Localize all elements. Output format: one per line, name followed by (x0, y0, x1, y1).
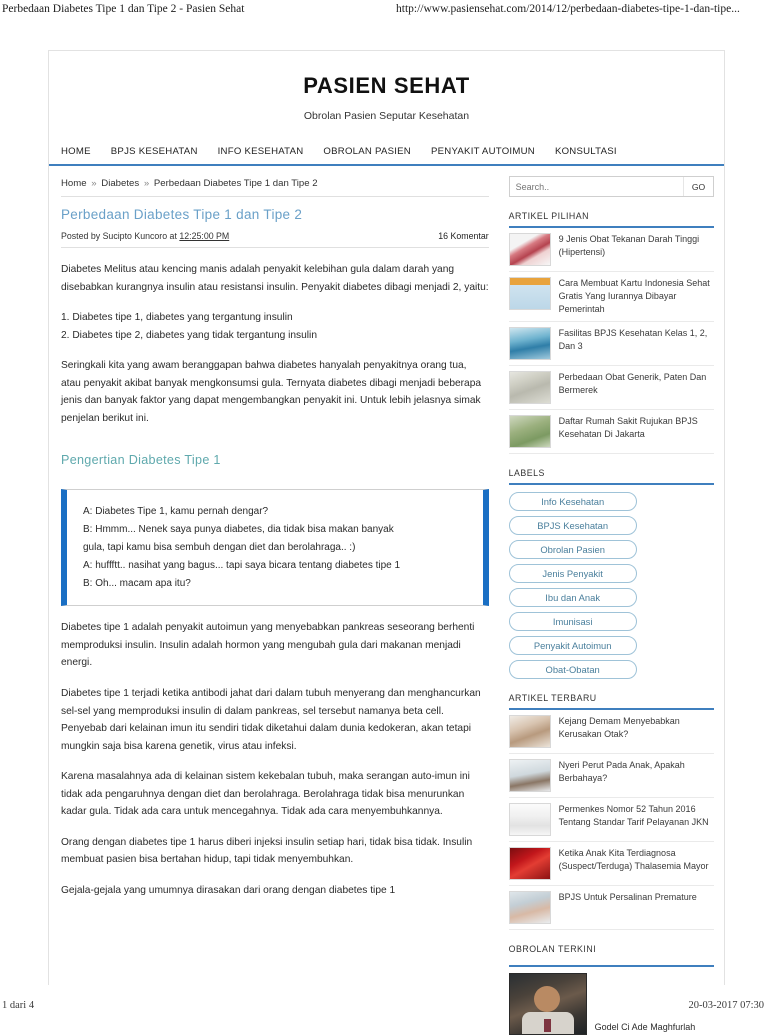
list-item[interactable] (509, 272, 714, 322)
nav-item-info-kesehatan[interactable]: INFO KESEHATAN (217, 146, 304, 157)
featured-articles-section (509, 211, 714, 454)
breadcrumb-separator-1: » (91, 178, 97, 189)
search-go-button[interactable]: GO (683, 177, 713, 196)
post-author-prefix: Posted by Sucipto Kuncoro at (61, 231, 177, 241)
nav-item-penyakit-autoimun[interactable]: PENYAKIT AUTOIMUN (430, 146, 535, 157)
dialogue-line: gula, tapi kamu bisa sembuh dengan diet dan berolahraga.. :) (83, 541, 356, 553)
list-item: 1. Diabetes tipe 1, diabetes yang tergantung insulin (61, 312, 293, 324)
site-tagline: Obrolan Pasien Seputar Kesehatan (303, 110, 470, 122)
recent-articles-section (509, 693, 714, 930)
post-paragraph-7: Gejala-gejala yang umumnya dirasakan dari orang dengan diabetes tipe 1 (61, 884, 396, 896)
labels-list (509, 492, 714, 679)
post-type-list (61, 309, 489, 344)
list-item[interactable] (509, 410, 714, 454)
labels-section (509, 468, 714, 679)
page-content-card (48, 50, 725, 1033)
article-title: Cara Membuat Kartu Indonesia Sehat Gratis Yang Iurannya Dibayar Pemerintah (558, 278, 710, 315)
list-item[interactable] (509, 842, 714, 886)
article-thumbnail-icon (509, 891, 551, 924)
article-title: BPJS Untuk Persalinan Premature (558, 892, 697, 903)
article-thumbnail-icon (509, 803, 551, 836)
body-columns (49, 166, 724, 1035)
featured-articles-heading: ARTIKEL PILIHAN (509, 211, 714, 228)
article-thumbnail-icon (509, 233, 551, 266)
dialogue-line: A: Diabetes Tipe 1, kamu pernah dengar? (83, 506, 269, 518)
recent-chat-heading: OBROLAN TERKINI (508, 944, 597, 955)
post-paragraph-3: Diabetes tipe 1 adalah penyakit autoimun yang menyebabkan pankreas seseorang berhenti memproduksi insulin. Insulin adalah hormon yang mengubah gula dari makanan menjadi energi. (61, 622, 475, 669)
print-header (0, 0, 768, 22)
post-paragraph-6: Orang dengan diabetes tipe 1 harus diberi injeksi insulin setiap hari, tidak bisa tidak. Insulin membuat pasien bisa bertahan hidup, tapi tidak menyembuhkan. (61, 836, 473, 866)
breadcrumb-category[interactable]: Diabetes (101, 178, 140, 189)
breadcrumb-separator-2: » (143, 178, 150, 189)
print-header-document-title: Perbedaan Diabetes Tipe 1 dan Tipe 2 - Pasien Sehat (2, 3, 245, 15)
article-title: Kejang Demam Menyebabkan Kerusakan Otak? (558, 716, 680, 740)
label-pill-jenis-penyakit[interactable]: Jenis Penyakit (509, 564, 637, 583)
article-column (49, 166, 503, 1035)
post-paragraph-2: Seringkali kita yang awam beranggapan bahwa diabetes hanyalah penyakitnya orang tua, atau penyakit akibat banyak mengkonsumsi gula. Ternyata diabetes dibagi menjadi beberapa jenis dan banyak faktor yang dapat mengembangkan penyakit ini. Untuk lebih jelasnya simak penjelan berikut ini. (61, 360, 482, 424)
article-title: Ketika Anak Kita Terdiagnosa (Suspect/Terduga) Thalasemia Mayor (558, 848, 709, 872)
list-item[interactable] (509, 228, 714, 272)
dialogue-line: B: Oh... macam apa itu? (83, 577, 191, 589)
article-thumbnail-icon (509, 715, 551, 748)
article-title: Daftar Rumah Sakit Rujukan BPJS Kesehatan Di Jakarta (558, 416, 698, 440)
label-pill-info-kesehatan[interactable]: Info Kesehatan (509, 492, 637, 511)
breadcrumb-current: Perbedaan Diabetes Tipe 1 dan Tipe 2 (153, 178, 318, 189)
post-paragraph-intro: Diabetes Melitus atau kencing manis adalah penyakit kelebihan gula dalam darah yang disebabkan kurangnya insulin atau resistansi insulin. Penyakit diabetes dibagi menjadi 2, yaitu: (61, 264, 489, 293)
site-title: PASIEN SEHAT (303, 73, 470, 98)
article-thumbnail-icon (509, 415, 551, 448)
chat-avatar-tie (544, 1019, 551, 1032)
label-pill-penyakit-autoimun[interactable]: Penyakit Autoimun (509, 636, 637, 655)
dialogue-quote-box (61, 489, 489, 606)
label-pill-obat-obatan[interactable]: Obat-Obatan (509, 660, 637, 679)
article-title: Permenkes Nomor 52 Tahun 2016 Tentang Standar Tarif Pelayanan JKN (558, 804, 709, 828)
post-meta (61, 231, 489, 248)
post-author-line (61, 231, 229, 241)
label-pill-bpjs-kesehatan[interactable]: BPJS Kesehatan (509, 516, 637, 535)
nav-item-obrolan-pasien[interactable]: OBROLAN PASIEN (323, 146, 411, 157)
article-title: 9 Jenis Obat Tekanan Darah Tinggi (Hipertensi) (558, 234, 700, 258)
list-item[interactable] (509, 798, 714, 842)
article-title: Nyeri Perut Pada Anak, Apakah Berbahaya? (558, 760, 685, 784)
labels-heading: LABELS (509, 468, 714, 485)
site-header (49, 51, 724, 122)
list-item: 2. Diabetes tipe 2, diabetes yang tidak tergantung insulin (61, 329, 317, 341)
label-pill-obrolan-pasien[interactable]: Obrolan Pasien (509, 540, 637, 559)
recent-articles-heading: ARTIKEL TERBARU (509, 693, 714, 710)
article-thumbnail-icon (509, 327, 551, 360)
breadcrumb-home[interactable]: Home (61, 178, 87, 189)
post-paragraph-4: Diabetes tipe 1 terjadi ketika antibodi jahat dari dalam tubuh menyerang dan menghancurkan sel-sel yang memproduksi insulin di dalam pankreas, sel tersebut namanya beta cell. Penyebab dari kelainan imun itu sendiri tidak diketahui dalam dunia kedokeran, akan tetapi mungkin saja bisa karena genetik, virus atau infeksi. (61, 688, 481, 752)
post-section-heading: Pengertian Diabetes Tipe 1 (61, 453, 221, 468)
article-title: Fasilitas BPJS Kesehatan Kelas 1, 2, Dan 3 (558, 328, 708, 352)
nav-item-bpjs-kesehatan[interactable]: BPJS KESEHATAN (110, 146, 198, 157)
print-timestamp: 20-03-2017 07:30 (688, 1000, 764, 1011)
article-thumbnail-icon (509, 371, 551, 404)
nav-item-konsultasi[interactable]: KONSULTASI (554, 146, 617, 157)
main-navigation (49, 146, 724, 166)
print-footer (0, 1000, 768, 1016)
label-pill-imunisasi[interactable]: Imunisasi (509, 612, 637, 631)
list-item[interactable] (509, 710, 714, 754)
list-item[interactable] (509, 366, 714, 410)
article-thumbnail-icon (509, 759, 551, 792)
nav-item-home[interactable]: HOME (61, 146, 91, 157)
post-timestamp[interactable]: 12:25:00 PM (179, 231, 230, 241)
search-input[interactable] (510, 177, 683, 196)
dialogue-line: B: Hmmm... Nenek saya punya diabetes, dia tidak bisa makan banyak (83, 524, 394, 536)
article-thumbnail-icon (509, 277, 551, 310)
post-paragraph-5: Karena masalahnya ada di kelainan sistem kekebalan tubuh, maka serangan auto-imun ini tidak ada pengaruhnya dengan diet dan berolahraga. Berolahraga tidak bisa menurunkan kadar gula. Tidak ada cara untuk mencegahnya. Tidak ada cara menyembuhkannya. (61, 771, 470, 818)
post-title[interactable]: Perbedaan Diabetes Tipe 1 dan Tipe 2 (61, 207, 303, 222)
label-pill-ibu-dan-anak[interactable]: Ibu dan Anak (509, 588, 637, 607)
search-box[interactable] (509, 176, 714, 197)
recent-chat-section (509, 944, 714, 1035)
breadcrumb (61, 174, 489, 197)
article-title: Perbedaan Obat Generik, Paten Dan Bermerek (558, 372, 707, 396)
article-thumbnail-icon (509, 847, 551, 880)
sidebar (503, 166, 724, 1035)
post-comment-count[interactable]: 16 Komentar (438, 231, 489, 241)
list-item[interactable] (509, 754, 714, 798)
list-item[interactable] (509, 886, 714, 930)
page-number: 1 dari 4 (2, 1000, 35, 1011)
list-item[interactable] (509, 322, 714, 366)
dialogue-line: A: huffftt.. nasihat yang bagus... tapi saya bicara tentang diabetes tipe 1 (83, 559, 401, 571)
chat-commenter-name: Godel Ci Ade Maghfurlah (594, 1022, 696, 1033)
print-header-url: http://www.pasiensehat.com/2014/12/perbedaan-diabetes-tipe-1-dan-tipe... (396, 3, 740, 15)
